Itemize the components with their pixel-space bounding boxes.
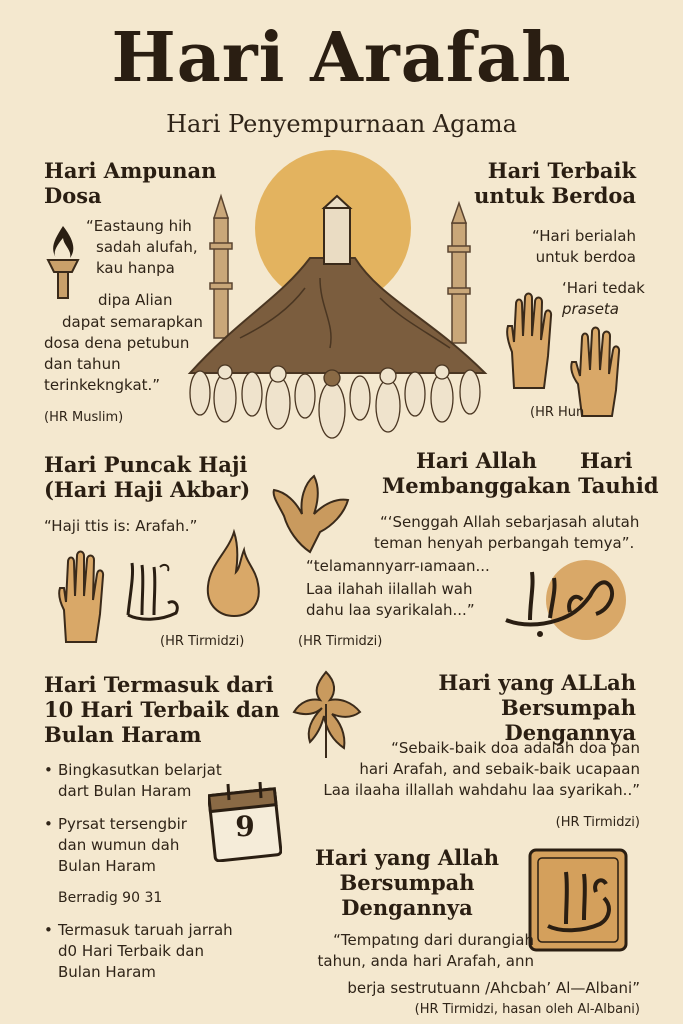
jabal-rahmah-pillar [324,208,350,264]
section-quote-puncak-haji: “Haji ttis is: Arafah.” [44,517,198,535]
list-item: • Pyrsat tersengbir dan wumun dah Bulan Haram [44,814,244,877]
section-heading-10-hari: Hari Termasuk dari 10 Hari Terbaik dan Bulan Haram [44,672,280,747]
source-label: (HR Muslim) [44,410,124,425]
section-quote-ampunan: “Eastaung hih sadah alufah, kau hanpa [86,217,198,277]
muhammad-calligraphy-icon [500,556,632,646]
list-item: • Termasuk taruah jarrah d0 Hari Terbaik dan Bulan Haram [44,920,264,983]
section-quote-tauhid-cont: “telamannyarr-ıamaan... Laa ilahah iilallah wah dahu laa syarikalah...” [306,557,490,619]
section-heading-bersumpah-2: Hari yang Allah Bersumpah Dengannya [315,845,499,920]
section-quote-berdoa: “Hari berialah untuk berdoa [531,227,636,266]
section-heading-puncak-haji: Hari Puncak Haji (Hari Haji Akbar) [44,452,251,502]
minaret-right [448,203,470,343]
source-label: (HR Hun [530,405,585,420]
quote-line: dipa Alian [98,291,173,309]
list-item: • Bingkasutkan belarjat dart Bulan Haram [44,760,244,802]
section-heading-tauhid-c: Membanggakan Tauhid [382,473,659,498]
section-quote-bersumpah-2: “Tempatıng dari durangiah tahun, anda hari Arafah, ann [317,931,534,970]
section-heading-tauhid-b: Hari [580,448,633,473]
mountain [190,258,485,373]
section-quote-bersumpah-1: “Sebaik-baik doa adalah doa pan hari Arafah, and sebaik-baik ucapaan Laa ilaaha illallah wahdahu laa syarikah..” [323,739,640,799]
page-title: Hari Arafah [111,18,572,98]
source-label: (HR Tirmidzi) [555,815,640,830]
hand-icon [500,292,556,392]
pilgrims-crowd [190,365,480,438]
section-quote-bersumpah-2-cont: berja sestrutuann /Ahcbah’ Al—Albani” [347,979,640,997]
page-subtitle: Hari Penyempurnaan Agama [166,110,517,138]
dove-icon [268,470,352,556]
source-label: (HR Tirmidzi) [160,634,245,649]
section-heading-berdoa: Hari Terbaik untuk Berdoa [474,158,636,208]
torch-icon [42,222,84,306]
flame-icon [200,528,266,620]
section-heading-tauhid-a: Hari Allah [416,448,537,473]
source-label: (HR Tirmidzi) [298,634,383,649]
section-quote-berdoa-2: ‘Hari tedak praseta [562,279,645,318]
section-quote-ampunan-cont: dapat semarapkan dosa dena petubun dan tahun terinkekngkat.” [44,313,203,394]
hand-icon [52,550,110,646]
section-heading-ampunan: Hari Ampunan Dosa [44,158,217,208]
allah-calligraphy-icon [120,555,186,625]
bullet-list-lower [44,920,264,995]
calligraphy-tile-icon [526,846,630,954]
calendar-icon [208,782,282,862]
note-text: Berradig 90 31 [58,890,163,906]
section-quote-tauhid: “‘Senggah Allah sebarjasah alutah teman henyah perbangah temya”. [374,513,640,552]
calendar-number: 9 [235,810,255,843]
section-heading-bersumpah-1: Hari yang ALLah Bersumpah Dengannya [438,670,636,745]
source-label: (HR Tirmidzi, hasan oleh Al-Albani) [414,1002,640,1017]
